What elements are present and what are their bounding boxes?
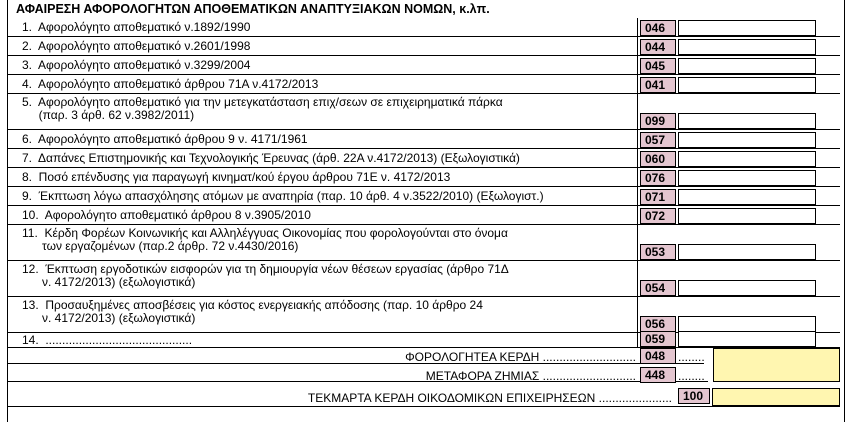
code-box: 056 [640,316,676,332]
amount-input[interactable] [678,151,816,167]
code-box: 071 [640,189,676,205]
row-label-line: 13. Προσαυξημένες αποσβέσεις για κόστος ενεργειακής απόδοσης (παρ. 10 άρθρο 24 [22,298,483,312]
form-row [8,56,840,75]
code-box: 076 [640,170,676,186]
dots-leader: ........ [678,350,705,364]
amount-input[interactable] [678,132,816,148]
amount-input[interactable] [678,316,816,332]
row-label-line: 8. Ποσό επένδυσης για παραγωγή κινηματ/κού έργου άρθρου 71Ε ν. 4172/2013 [22,169,451,184]
row-label-line: ν. 4172/2013) (εξωλογιστικά) [22,275,196,289]
row-label-line: 6. Αφορολόγητο αποθεματικό άρθρου 9 ν. 4171/1961 [22,131,308,146]
form-row [8,261,840,297]
amount-input[interactable] [678,39,816,55]
form-row [8,187,840,206]
row-label [8,18,638,36]
row-label-line: ν. 4172/2013) (εξωλογιστικά) [22,311,196,325]
amount-input[interactable] [678,331,816,347]
form-row [8,94,840,130]
amount-input[interactable] [678,280,816,296]
row-label-line: 11. Κέρδη Φορέων Κοινωνικής και Αλληλέγγυας Οικονομίας που φορολογούνται στο όνομα [22,226,508,240]
row-label-line: 2. Αφορολόγητο αποθεματικό ν.2601/1998 [22,38,251,53]
presumed-profits-input[interactable] [712,388,840,406]
row-label [8,206,638,224]
code-box: 048 [640,348,676,364]
form-title: ΑΦΑΙΡΕΣΗ ΑΦΟΡΟΛΟΓΗΤΩΝ ΑΠΟΘΕΜΑΤΙΚΩΝ ΑΝΑΠΤΥΞΙΑΚΩΝ ΝΟΜΩΝ, κ.λπ. [16,2,490,16]
row-label [8,168,638,186]
amount-input[interactable] [678,58,816,74]
form-row [8,37,840,56]
code-box: 100 [678,388,710,404]
row-label [8,297,638,332]
taxable-profits-input[interactable] [713,348,840,382]
row-label [8,130,638,148]
form-row [8,206,840,225]
amount-input[interactable] [678,170,816,186]
row-label-line: 7. Δαπάνες Επιστημονικής και Τεχνολογικής Έρευνας (άρθ. 22Α ν.4172/2013) (Εξωλογιστικά) [22,150,520,165]
row-label [8,56,638,74]
row-label-line: 4. Αφορολόγητο αποθεματικό άρθρου 71Α ν.4172/2013 [22,76,319,91]
code-box: 044 [640,39,676,55]
form-row [8,225,840,261]
presumed-profits-label: ΤΕΚΜΑΡΤΑ ΚΕΡΔΗ ΟΙΚΟΔΟΜΙΚΩΝ ΕΠΙΧΕΙΡΗΣΕΩΝ ...................... [307,391,672,405]
row-label-line: των εργαζομένων (παρ.2 άρθρ. 72 ν.4430/2016) [22,239,299,253]
amount-input[interactable] [678,189,816,205]
code-box: 059 [640,331,676,347]
form-row [8,168,840,187]
row-label [8,261,638,296]
row-label-line: 9. Έκπτωση λόγω απασχόλησης ατόμων με αναπηρία (παρ. 10 άρθ. 4 ν.3522/2010) (Εξωλογιστ.) [22,188,544,203]
amount-input[interactable] [678,208,816,224]
row-label-line: 1. Αφορολόγητο αποθεματικό ν.1892/1990 [22,19,251,34]
row-label-line: 14. ............................................ [22,332,193,347]
row-label-line: 12. Έκπτωση εργοδοτικών εισφορών για τη δημιουργία νέων θέσεων εργασίας (άρθρο 71Δ [22,262,509,276]
form-row [8,18,840,37]
taxable-profits-label: ΦΟΡΟΛΟΓΗΤΕΑ ΚΕΡΔΗ ............................ [405,350,636,364]
code-box: 099 [640,113,676,129]
code-box: 041 [640,77,676,93]
form-row [8,297,840,333]
row-label [8,94,638,129]
amount-input[interactable] [678,244,816,260]
dots-leader: ........ [678,369,705,383]
amount-input[interactable] [678,20,816,36]
code-box: 053 [640,244,676,260]
row-label [8,333,638,347]
deductions-form [7,0,845,422]
code-box: 072 [640,208,676,224]
row-label [8,75,638,93]
code-box: 046 [640,20,676,36]
row-label [8,37,638,55]
row-label-line: 5. Αφορολόγητο αποθεματικό για την μετεγκατάσταση επιχ/σεων σε επιχειρηματικά πάρκα [22,95,503,109]
code-box: 054 [640,280,676,296]
loss-transfer-label: ΜΕΤΑΦΟΡΑ ΖΗΜΙΑΣ ............................ [425,369,636,383]
summary-divider [8,406,840,407]
row-label [8,225,638,260]
row-label-line: 3. Αφορολόγητο αποθεματικό ν.3299/2004 [22,57,251,72]
code-box: 448 [640,367,676,383]
code-box: 057 [640,132,676,148]
form-row [8,130,840,149]
form-row [8,149,840,168]
row-label [8,187,638,205]
row-label-line: 10. Αφορολόγητο αποθεματικό άρθρου 8 ν.3905/2010 [22,207,311,222]
row-label-line: (παρ. 3 άρθ. 62 ν.3982/2011) [22,108,195,122]
form-row [8,75,840,94]
row-label [8,149,638,167]
amount-input[interactable] [678,113,816,129]
form-row [8,333,840,348]
code-box: 045 [640,58,676,74]
code-box: 060 [640,151,676,167]
amount-input[interactable] [678,77,816,93]
